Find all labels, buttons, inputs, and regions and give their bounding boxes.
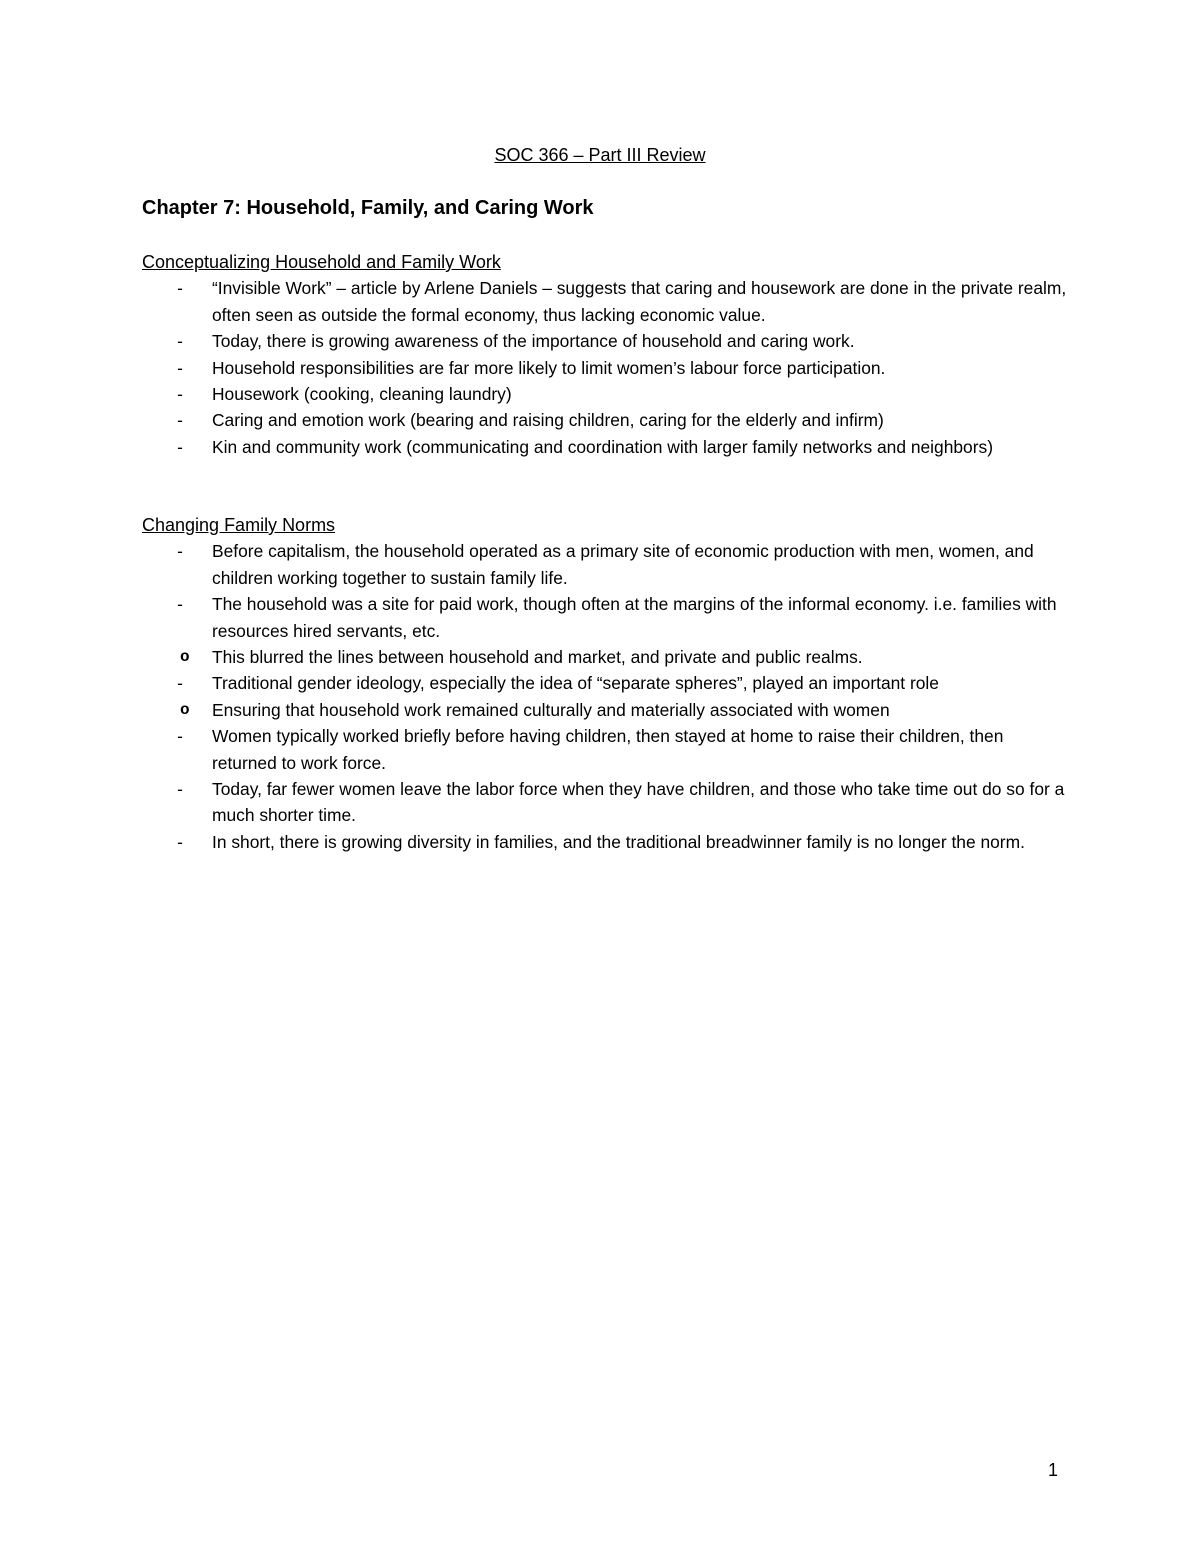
list-item <box>142 407 1072 433</box>
bullet-list <box>142 670 1072 696</box>
bullet-marker: - <box>177 278 183 299</box>
list-item-text: Before capitalism, the household operated as a primary site of economic production with men, women, and children working together to sustain family life. <box>212 541 1034 588</box>
list-item-text: Today, far fewer women leave the labor force when they have children, and those who take time out do so for a much shorter time. <box>212 779 1065 826</box>
list-item <box>142 355 1072 381</box>
sub-bullet-marker: o <box>180 700 190 719</box>
list-item-text: Caring and emotion work (bearing and raising children, caring for the elderly and infirm) <box>212 410 884 431</box>
list-item-text: Traditional gender ideology, especially the idea of “separate spheres”, played an important role <box>212 673 939 694</box>
list-item <box>142 723 1072 776</box>
sub-bullet-list <box>142 697 1072 723</box>
list-item <box>142 776 1072 829</box>
list-item-text: Kin and community work (communicating and coordination with larger family networks and neighbors) <box>212 436 994 457</box>
list-item-text: Household responsibilities are far more likely to limit women’s labour force participation. <box>212 357 886 378</box>
sub-list-item-text: This blurred the lines between household and market, and private and public realms. <box>212 647 863 668</box>
list-item-text: Housework (cooking, cleaning laundry) <box>212 384 512 405</box>
document-title: SOC 366 – Part III Review <box>494 145 706 165</box>
list-item <box>142 434 1072 460</box>
list-item <box>142 670 1072 696</box>
bullet-list <box>142 538 1072 644</box>
section-heading: Changing Family Norms <box>142 515 336 535</box>
page-number: 1 <box>1047 1460 1058 1480</box>
bullet-marker: - <box>177 726 183 747</box>
bullet-marker: - <box>177 331 183 352</box>
section-conceptualizing <box>142 249 1072 460</box>
list-item <box>142 591 1072 644</box>
sub-bullet-list <box>142 644 1072 670</box>
list-item-text: The household was a site for paid work, though often at the margins of the informal economy. i.e. families with resources hired servants, etc. <box>212 594 1057 641</box>
bullet-marker: - <box>177 541 183 562</box>
section-heading: Conceptualizing Household and Family Work <box>142 252 501 272</box>
section-changing-family-norms <box>142 512 1072 855</box>
bullet-marker: - <box>177 831 183 852</box>
bullet-list <box>142 275 1072 460</box>
list-item <box>142 829 1072 855</box>
list-item <box>142 275 1072 328</box>
list-item-text: Today, there is growing awareness of the importance of household and caring work. <box>212 331 855 352</box>
list-item <box>142 328 1072 354</box>
list-item-text: In short, there is growing diversity in families, and the traditional breadwinner family is no longer the norm. <box>212 831 1025 852</box>
bullet-marker: - <box>177 357 183 378</box>
sub-bullet-marker: o <box>180 648 190 667</box>
bullet-marker: - <box>177 410 183 431</box>
bullet-marker: - <box>177 436 183 457</box>
sub-list-item-text: Ensuring that household work remained culturally and materially associated with women <box>212 699 890 720</box>
list-item <box>142 538 1072 591</box>
bullet-marker: - <box>177 673 183 694</box>
bullet-marker: - <box>177 384 183 405</box>
bullet-marker: - <box>177 779 183 800</box>
sub-list-item <box>142 644 1072 670</box>
list-item-text: “Invisible Work” – article by Arlene Daniels – suggests that caring and housework are done in the private realm, often seen as outside the formal economy, thus lacking economic value. <box>212 278 1067 325</box>
list-item <box>142 381 1072 407</box>
chapter-heading: Chapter 7: Household, Family, and Caring Work <box>142 197 594 219</box>
sub-list-item <box>142 697 1072 723</box>
bullet-marker: - <box>177 594 183 615</box>
bullet-list <box>142 723 1072 855</box>
list-item-text: Women typically worked briefly before having children, then stayed at home to raise their children, then returned to work force. <box>212 726 1004 773</box>
